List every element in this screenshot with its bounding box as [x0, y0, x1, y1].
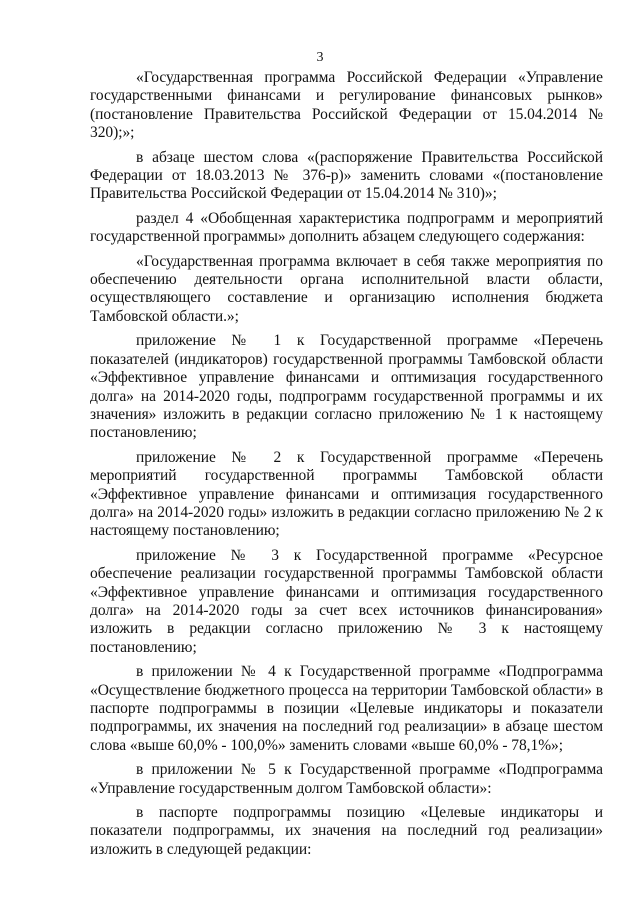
page-number: 3	[316, 50, 324, 65]
paragraph-program-title: «Государственная программа Российской Федерации «Управление государственными финансами и регулирование финансовых рынков» (постановление Правительства Российской Федерации от 15.04.2014 № 320);»;	[90, 69, 603, 142]
paragraph-prilozhenie-5: в приложении № 5 к Государственной программе «Подпрограмма «Управление государственным долгом Тамбовской области»:	[90, 761, 603, 797]
paragraph-prilozhenie-4: в приложении № 4 к Государственной программе «Подпрограмма «Осуществление бюджетного процесса на территории Тамбовской области» в паспорте подпрограммы в позиции «Целевые индикаторы и показатели подпрограммы, их значения на последний год реализации» в абзаце шестом слова «выше 60,0% - 100,0%» заменить словами «выше 60,0% - 78,1%»;	[90, 663, 603, 754]
paragraph-prilozhenie-1: приложение № 1 к Государственной программе «Перечень показателей (индикаторов) государственной программы Тамбовской области «Эффективное управление финансами и оптимизация государственного долга» на 2014-2020 годы, подпрограмм государственной программы и их значения» изложить в редакции согласно приложению № 1 к настоящему постановлению;	[90, 332, 603, 442]
paragraph-pasport: в паспорте подпрограммы позицию «Целевые индикаторы и показатели подпрограммы, их значения на последний год реализации» изложить в следующей редакции:	[90, 804, 603, 858]
paragraph-prilozhenie-3: приложение № 3 к Государственной программе «Ресурсное обеспечение реализации государственной программы Тамбовской области «Эффективное управление финансами и оптимизация государственного долга» на 2014-2020 годы за счет всех источников финансирования» изложить в редакции согласно приложению № 3 к настоящему постановлению;	[90, 546, 603, 656]
paragraph-razdel-4: раздел 4 «Обобщенная характеристика подпрограмм и мероприятий государственной программы» дополнить абзацем следующего содержания:	[90, 209, 603, 246]
paragraph-inserted-text: «Государственная программа включает в себя также мероприятия по обеспечению деятельности органа исполнительной власти области, осуществляющего составление и организацию исполнения бюджета Тамбовской области.»;	[90, 252, 603, 325]
paragraph-abzac-shestoy: в абзаце шестом слова «(распоряжение Правительства Российской Федерации от 18.03.2013 № 376-р)» заменить словами «(постановление Правительства Российской Федерации от 15.04.2014 № 310)»;	[90, 148, 603, 203]
paragraph-prilozhenie-2: приложение № 2 к Государственной программе «Перечень мероприятий государственной программы Тамбовской области «Эффективное управление финансами и оптимизация государственного долга» на 2014-2020 годы» изложить в редакции согласно приложению № 2 к настоящему постановлению;	[90, 448, 603, 540]
document-body	[90, 69, 603, 865]
